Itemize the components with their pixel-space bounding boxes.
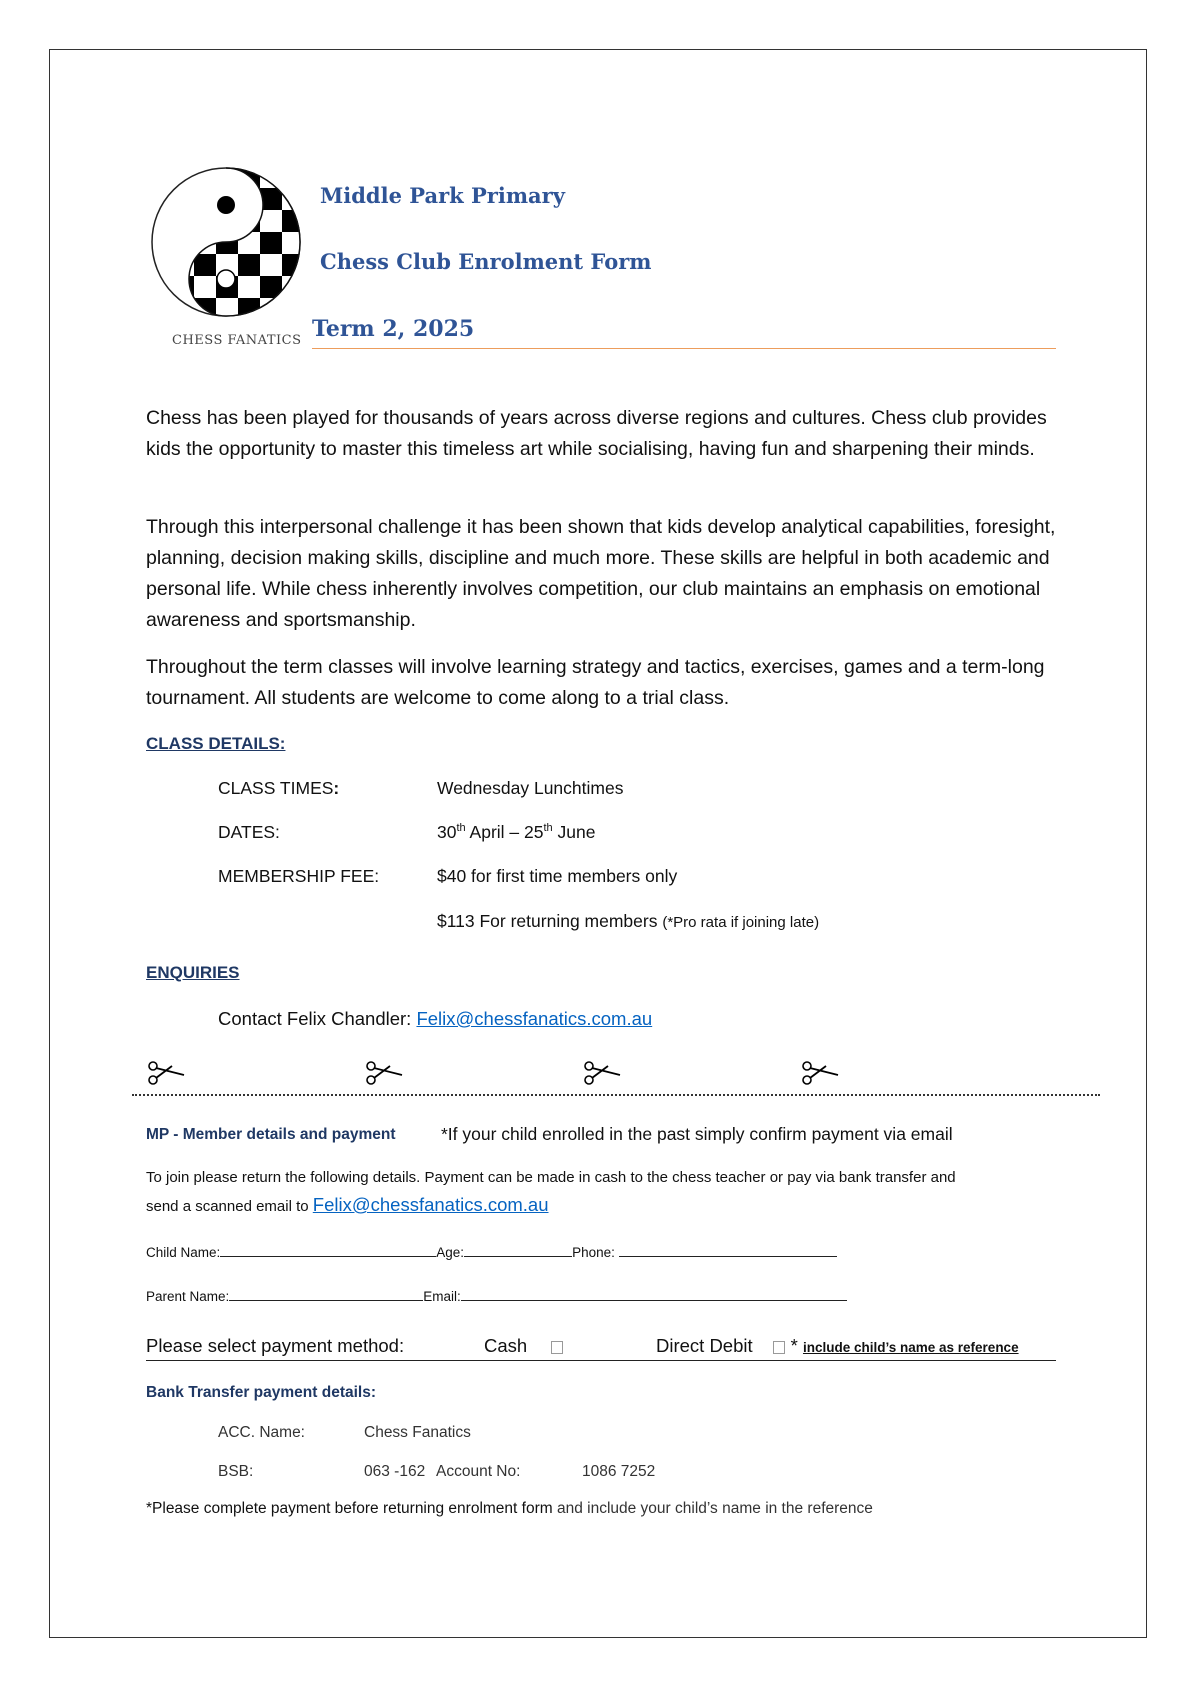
contact-line: Contact Felix Chandler: Felix@chessfanatics.com.au: [218, 1008, 653, 1029]
phone-field[interactable]: [619, 1242, 837, 1257]
child-details-row: [146, 1242, 837, 1260]
cash-label: Cash: [484, 1335, 528, 1356]
returning-member-note: *If your child enrolled in the past simply confirm payment via email: [441, 1124, 953, 1144]
fee-returning-members: $113 For returning members (*Pro rata if joining late): [437, 911, 820, 931]
account-no-value: 1086 7252: [582, 1463, 656, 1480]
class-details-heading: CLASS DETAILS:: [146, 734, 286, 753]
phone-label: Phone:: [572, 1245, 619, 1260]
enquiries-heading: ENQUIRIES: [146, 963, 240, 982]
direct-debit-option: Direct Debit * include child’s name as reference: [656, 1335, 1019, 1356]
cut-line: [132, 1094, 1100, 1096]
parent-name-field[interactable]: [229, 1286, 423, 1301]
parent-details-row: [146, 1286, 847, 1304]
term-underline: [312, 348, 1056, 349]
age-label: Age:: [436, 1245, 465, 1260]
join-email-link[interactable]: Felix@chessfanatics.com.au: [312, 1194, 549, 1215]
bsb-label: BSB:: [218, 1463, 254, 1480]
child-name-field[interactable]: [220, 1242, 436, 1257]
contact-email-link[interactable]: Felix@chessfanatics.com.au: [416, 1008, 653, 1029]
account-no-label: Account No:: [436, 1463, 521, 1480]
cash-checkbox[interactable]: [551, 1341, 563, 1354]
dates-label: DATES:: [218, 822, 280, 842]
bsb-value: 063 -162: [364, 1463, 426, 1480]
school-name: Middle Park Primary: [320, 183, 565, 208]
scissors-icon: [146, 1060, 186, 1086]
payment-method-label: Please select payment method:: [146, 1335, 405, 1356]
acc-name-label: ACC. Name:: [218, 1424, 305, 1441]
term-label: Term 2, 2025: [312, 316, 475, 342]
acc-name-value: Chess Fanatics: [364, 1424, 471, 1441]
age-field[interactable]: [464, 1242, 572, 1257]
join-instructions-cont: send a scanned email to Felix@chessfanatics.com.au: [146, 1194, 549, 1215]
join-instructions: To join please return the following details. Payment can be made in cash to the chess teacher or pay via bank transfer and: [146, 1169, 956, 1186]
bank-details-heading: Bank Transfer payment details:: [146, 1384, 376, 1401]
email-field[interactable]: [461, 1286, 847, 1301]
direct-debit-checkbox[interactable]: [773, 1341, 785, 1354]
intro-paragraph-2: Through this interpersonal challenge it has been shown that kids develop analytical capabilities, foresight, planning, decision making skills, discipline and much more. These skills are helpful in both academic and personal life. While chess inherently involves competition, our club maintains an emphasis on emotional awareness and sportsmanship.: [146, 516, 1056, 631]
chess-fanatics-logo: [150, 166, 302, 318]
payment-footer-note: *Please complete payment before returning enrolment form and include your child’s name in the reference: [146, 1500, 873, 1517]
dates-value: 30th April – 25th June: [437, 822, 596, 842]
scissors-icon: [364, 1060, 404, 1086]
membership-fee-label: MEMBERSHIP FEE:: [218, 866, 380, 886]
class-times-value: Wednesday Lunchtimes: [437, 778, 624, 798]
logo-caption: CHESS FANATICS: [172, 333, 302, 348]
member-details-heading: MP - Member details and payment: [146, 1126, 396, 1143]
scissors-icon: [800, 1060, 840, 1086]
intro-paragraph-3: Throughout the term classes will involve learning strategy and tactics, exercises, games and a term-long tournament. All students are welcome to come along to a trial class.: [146, 656, 1045, 709]
child-name-label: Child Name:: [146, 1245, 221, 1260]
reference-note: include child’s name as reference: [802, 1340, 1019, 1355]
scissors-icon: [582, 1060, 622, 1086]
class-times-label: CLASS TIMES:: [218, 778, 340, 798]
fee-new-members: $40 for first time members only: [437, 866, 678, 886]
form-title: Chess Club Enrolment Form: [320, 249, 652, 274]
cash-option: [484, 1335, 563, 1357]
payment-underline: [146, 1360, 1056, 1361]
direct-debit-label: Direct Debit: [656, 1335, 753, 1356]
parent-name-label: Parent Name:: [146, 1289, 230, 1304]
email-label: Email:: [423, 1289, 461, 1304]
intro-paragraph-1: Chess has been played for thousands of years across diverse regions and cultures. Chess club provides kids the opportunity to master this timeless art while socialising, having fun and sharpening their minds.: [146, 407, 1047, 460]
